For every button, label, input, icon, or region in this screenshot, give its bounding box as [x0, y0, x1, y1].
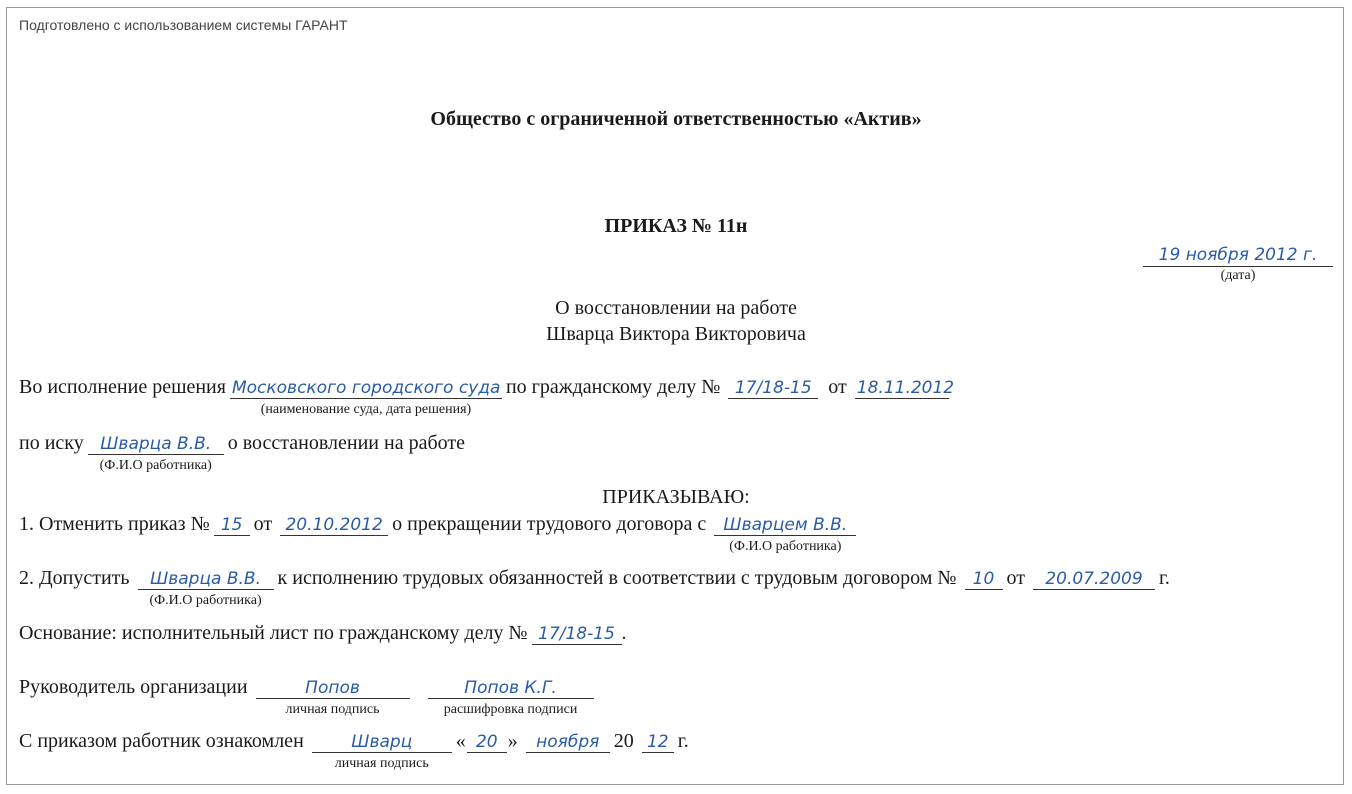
- ack-signature-field: [312, 732, 452, 771]
- item1-employee-caption: (Ф.И.О работника): [729, 539, 842, 554]
- head-name-caption: расшифровка подписи: [443, 702, 578, 717]
- item1-mid: о прекращении трудового договора с: [392, 513, 707, 535]
- item2-suffix: г.: [1158, 567, 1170, 589]
- lawsuit-row: [19, 432, 465, 473]
- basis-row: [19, 622, 627, 645]
- order-title: ПРИКАЗ № 11н: [604, 215, 748, 237]
- item2-prefix: 2. Допустить: [19, 567, 130, 589]
- item1-employee-field: [714, 515, 856, 554]
- item2-employee-caption: (Ф.И.О работника): [149, 593, 262, 608]
- basis-suffix: .: [621, 622, 627, 644]
- order-date-value: 19 ноября 2012 г.: [1143, 244, 1333, 267]
- ack-year-prefix: 20: [613, 730, 634, 752]
- head-signature-value: Попов: [305, 678, 360, 698]
- row2-suffix: о восстановлении на работе: [227, 432, 465, 454]
- ack-year-field: 12: [642, 732, 674, 753]
- item-1-row: [19, 513, 860, 554]
- ack-day-field: 20: [467, 732, 507, 753]
- head-signature-caption: личная подпись: [285, 702, 380, 717]
- decision-date-field: 18.11.2012: [856, 378, 955, 398]
- item2-employee-field: [138, 569, 274, 608]
- ack-month-field: ноября: [526, 732, 610, 753]
- head-label: Руководитель организации: [19, 676, 248, 698]
- item1-prefix: 1. Отменить приказ №: [19, 513, 210, 535]
- item2-mid: к исполнению трудовых обязанностей в соответствии с трудовым договором №: [277, 567, 957, 589]
- item1-employee-value: Шварцем В.В.: [723, 515, 848, 535]
- head-signature-row: [19, 676, 598, 717]
- row1-prefix: Во исполнение решения: [19, 376, 226, 398]
- head-name-value: Попов К.Г.: [464, 678, 557, 698]
- order-word: ПРИКАЗЫВАЮ:: [602, 486, 750, 508]
- ack-suffix: г.: [677, 730, 689, 752]
- cancelled-order-number: 15: [214, 515, 250, 536]
- court-decision-row: [19, 376, 955, 417]
- court-name-field: [230, 378, 502, 417]
- item1-from: от: [253, 513, 273, 535]
- ack-label: С приказом работник ознакомлен: [19, 730, 304, 752]
- date-caption: (дата): [1220, 268, 1256, 283]
- contract-date-field: 20.07.2009: [1033, 569, 1155, 590]
- date-block: [1143, 244, 1333, 284]
- plaintiff-value: Шварца В.В.: [100, 434, 212, 454]
- row1-mid: по гражданскому делу №: [505, 376, 721, 398]
- cancelled-order-date: 20.10.2012: [280, 515, 388, 536]
- ack-close-quote: »: [507, 730, 518, 752]
- organization-name: Общество с ограниченной ответственностью «Актив»: [430, 108, 922, 130]
- ack-open-quote: «: [455, 730, 466, 752]
- ack-signature-value: Шварц: [351, 732, 413, 752]
- item2-from: от: [1006, 567, 1025, 589]
- subject-line-1: О восстановлении на работе: [555, 297, 797, 319]
- case-number-field: 17/18-15: [728, 378, 818, 399]
- row2-prefix: по иску: [19, 432, 84, 454]
- basis-prefix: Основание: исполнительный лист по гражданскому делу №: [19, 622, 528, 644]
- contract-number-field: 10: [965, 569, 1003, 590]
- basis-case-number: 17/18-15: [532, 624, 622, 645]
- item2-employee-value: Шварца В.В.: [150, 569, 261, 589]
- plaintiff-field: [88, 434, 224, 473]
- source-note: Подготовлено с использованием системы ГАРАНТ: [19, 17, 348, 33]
- row1-from: от: [828, 376, 847, 398]
- head-name-field: [428, 678, 594, 717]
- item-2-row: [19, 567, 1170, 608]
- plaintiff-caption: (Ф.И.О работника): [99, 458, 212, 473]
- court-name-value: Московского городского суда: [231, 378, 501, 398]
- ack-signature-caption: личная подпись: [334, 756, 429, 771]
- court-caption: (наименование суда, дата решения): [260, 402, 472, 417]
- acknowledgement-row: [19, 730, 689, 771]
- head-signature-field: [256, 678, 410, 717]
- subject-line-2: Шварца Виктора Викторовича: [546, 323, 806, 345]
